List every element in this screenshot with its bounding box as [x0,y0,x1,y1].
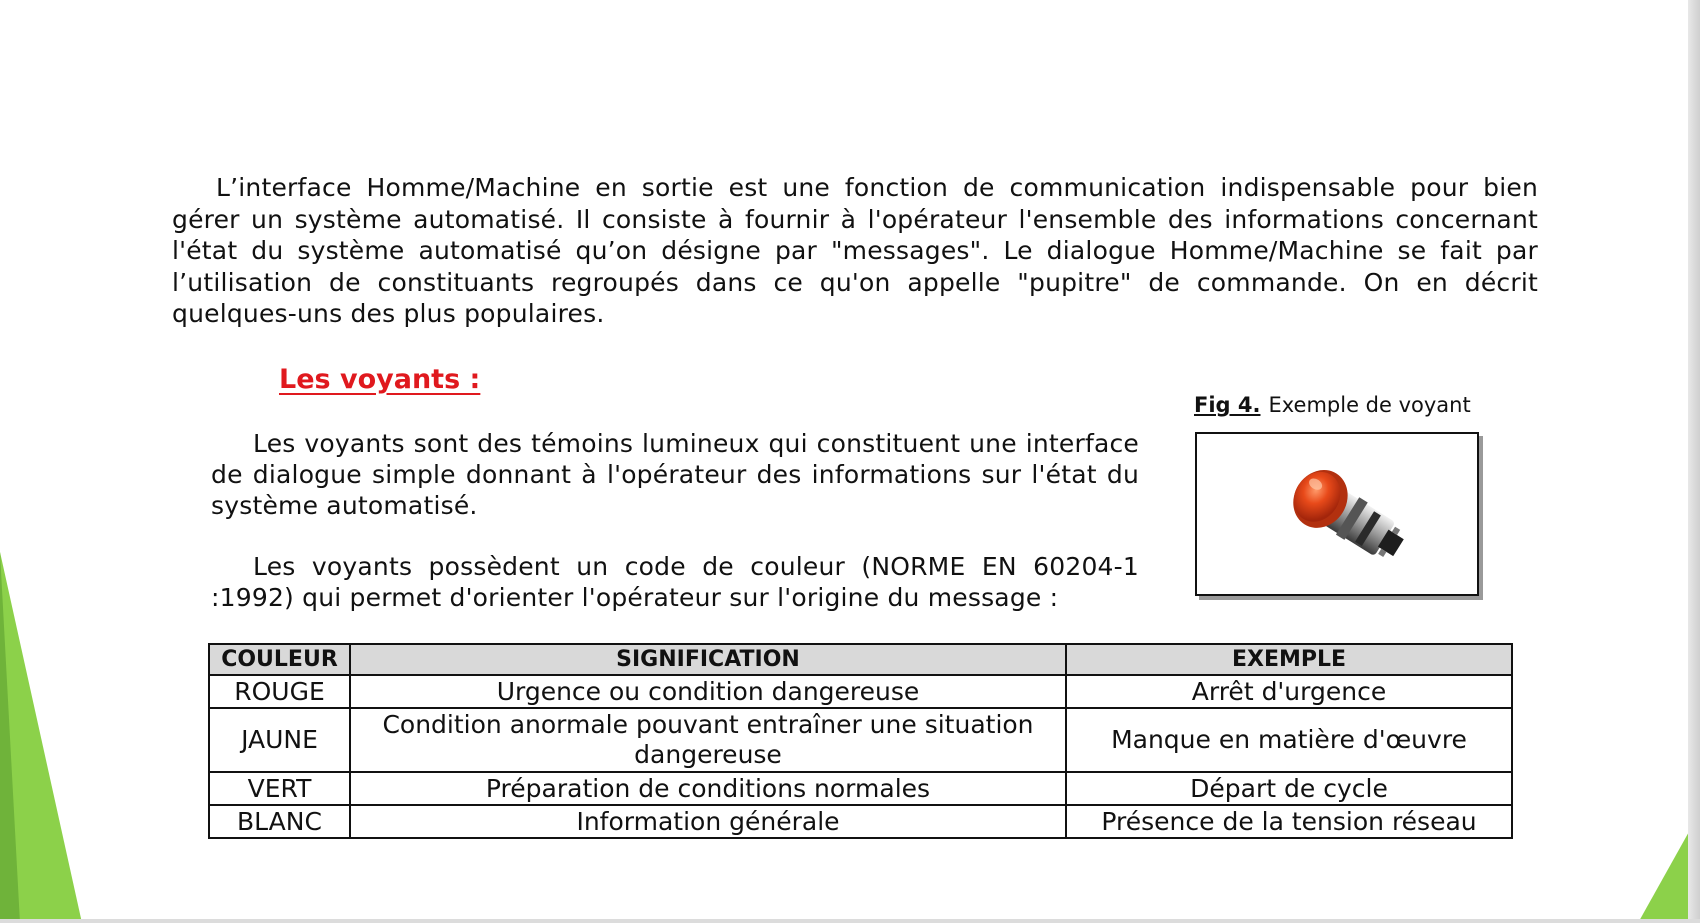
cell-couleur: BLANC [209,805,350,838]
cell-couleur: JAUNE [209,708,350,772]
cell-signification: Préparation de conditions normales [350,772,1066,805]
paragraph-2-text: Les voyants possèdent un code de couleur (NORME EN 60204-1 :1992) qui permet d'orienter l'opérateur sur l'origine du message : [211,552,1139,612]
cell-signification: Information générale [350,805,1066,838]
figure-caption [1194,393,1471,417]
table-header-row [209,644,1512,675]
cell-exemple: Arrêt d'urgence [1066,675,1512,708]
intro-text: L’interface Homme/Machine en sortie est une fonction de communication indispensable pour bien gérer un système automatisé. Il consiste à fournir à l'opérateur l'ensemble des informations concernant l'état du système automatisé qu’on désigne par "messages". Le dialogue Homme/Machine se fait par l’utilisation de constituants regroupés dans ce qu'on appelle "pupitre" de commande. On en décrit quelques-uns des plus populaires. [172,173,1538,328]
bottom-edge [0,919,1700,923]
table-row [209,772,1512,805]
figure-caption-text: Exemple de voyant [1268,393,1471,417]
figure-number: Fig 4. [1194,393,1261,417]
paragraph-color-code [211,551,1139,613]
header-exemple: EXEMPLE [1066,644,1512,675]
header-signification: SIGNIFICATION [350,644,1066,675]
paragraph-voyants-definition [211,428,1139,521]
table-row [209,805,1512,838]
color-code-table-wrapper [208,643,1513,839]
right-frame-edge [1688,0,1700,923]
cell-exemple: Présence de la tension réseau [1066,805,1512,838]
cell-exemple: Manque en matière d'œuvre [1066,708,1512,772]
cell-exemple: Départ de cycle [1066,772,1512,805]
color-code-table [208,643,1513,839]
intro-paragraph [172,172,1538,330]
cell-couleur: VERT [209,772,350,805]
cell-signification: Urgence ou condition dangereuse [350,675,1066,708]
cell-couleur: ROUGE [209,675,350,708]
header-couleur: COULEUR [209,644,350,675]
section-title: Les voyants : [279,364,481,395]
paragraph-1-text: Les voyants sont des témoins lumineux qui constituent une interface de dialogue simple donnant à l'opérateur des informations sur l'état du système automatisé. [211,429,1139,520]
cell-signification: Condition anormale pouvant entraîner une situation dangereuse [350,708,1066,772]
indicator-light-image [1197,434,1477,594]
figure-frame [1195,432,1479,596]
table-row [209,675,1512,708]
table-row [209,708,1512,772]
